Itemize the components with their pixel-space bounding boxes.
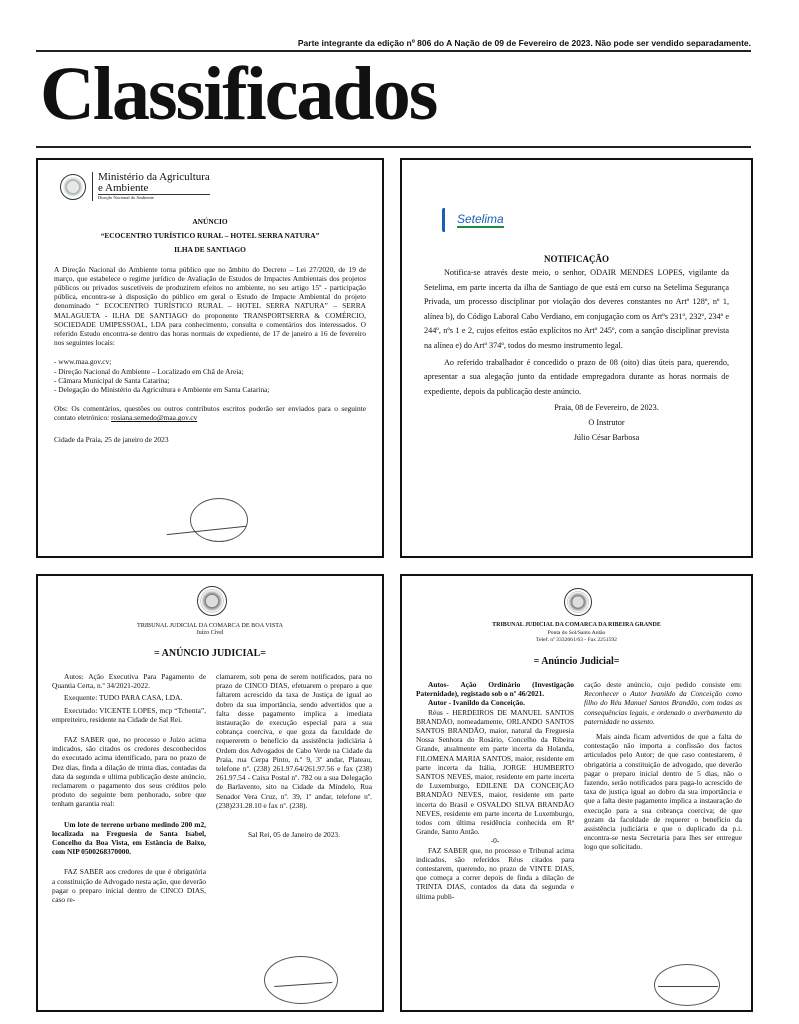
paragraph: Executado: VICENTE LOPES, mcp “Tchenta”, empreiteiro, residente na Cidade de Sal Rei. (52, 705, 206, 724)
ad4-seal-wrap (564, 588, 592, 621)
paragraph: Um lote de terreno urbano medindo 200 m2, localizada na Freguesia de Santa Isabel, Concelho da Boa Vista, em Estância de Baixo, com NIP 0500268370000. (52, 819, 206, 857)
ministry-name-line1: Ministério da Agricultura (98, 171, 210, 183)
ad4-court-sub1: Ponta do Sol/Santo Antão (547, 630, 606, 636)
ad1-body: A Direção Nacional do Ambiente torna público que no âmbito do Decreto – Lei 27/2020, de 19 de março, que estabelece o regime jurídico de Avaliação de Estudos de Impactes Ambientais dos projetos públicos ou privados suscetíveis de produzirem efeitos no ambiente, no seu artigo 15º - participação pública, encontra-se à disposição do público em geral o Estudo de Impacte Ambiental do projeto denominado “ ECOCENTRO TURÍSTICO RURAL – HOTEL SERRA NATURA” – SERRA MALAGUETA - ILHA DE SANTIAGO do proponente TRANSPORTSERRA & COMÉRCIO, SOCIEDADE UMIPESSOAL, LDA para conhecimento, consulta e comentários dos interessados. O referido Estudo encontra-se dentro das horas normais de expediente, de 17 de janeiro a 16 de fevereiro nos seguintes locais: (54, 264, 366, 348)
ad2-date: Praia, 08 de Fevereiro, de 2023. (554, 403, 659, 413)
ad4-request-text: Reconhecer o Autor Ivanildo da Conceição como filho do Réu Manuel Santos Brandão, com todas as consequências legais, e ordenado o averbamento da paternidade no assento. (584, 689, 742, 726)
list-item: - www.maa.gov.cv; (54, 357, 112, 367)
ad1-locations-list (54, 357, 366, 394)
ad1-title: ANÚNCIO (192, 217, 228, 226)
ad3-column-2 (216, 672, 372, 839)
paragraph: Autor - Ivanildo da Conceição. (428, 698, 525, 708)
ad2-signatory: Júlio César Barbosa (573, 432, 640, 442)
ad3-court-sub: Juízo Cível (196, 630, 224, 636)
ad1-obs-text: Obs: Os comentários, questões ou outros contributos escritos poderão ser enviados para o seguinte contato eletrónico: (54, 404, 366, 423)
list-item: - Delegação do Ministério da Agricultura e Ambiente em Santa Catarina; (54, 385, 270, 395)
ad1-obs (54, 404, 366, 422)
masthead-title: Classificados (40, 52, 437, 136)
paragraph: FAZ SABER que, no processo e Tribunal acima indicados, são referidos Réus citados para contestarem, querendo, no prazo de VINTE DIAS, que começa a correr depois de finda a dilação de TRINTA DIAS, contados da data da segunda e última publi- (416, 845, 574, 901)
ad-ministry-announcement (36, 158, 384, 558)
ad4-court: TRIBUNAL JUDICIAL DA COMARCA DA RIBEIRA GRANDE (492, 622, 661, 628)
ad1-email-link[interactable]: rosiana.semedo@maa.gov.cv (111, 413, 198, 423)
paragraph: Autos- Ação Ordinário (Investigação Paternidade), registado sob o nº 46/2021. (416, 680, 574, 699)
masthead-rule (36, 146, 751, 148)
paragraph: Mais ainda ficam advertidos de que a falta de contestação não importa a confissão dos factos articulados pelo Autor; de que caso contestarem, é obrigatória a constituição de advogado, que deverão pagar o preparo inicial dentro de 5 dias, não o fazendo, serão notificados para paga-lo acrescido de taxa de justiça igual ao dobro da sua importância e que a falta deste pagamento implica a instauração de execução para a sua cobrança coerciva; de que gozam da faculdade de requerer o benefício da assistência judiciária e que o duplicado da p.i. encontra-se nesta Secretaria para lhes ser entregue logo que solicitado. (584, 732, 742, 852)
coat-of-arms-icon (60, 174, 86, 200)
ad3-column-1 (52, 672, 206, 904)
ad4-request-intro: cação deste anúncio, cujo pedido consiste em: (584, 680, 742, 689)
coat-of-arms-icon (564, 588, 592, 616)
coat-of-arms-icon (197, 586, 227, 616)
ministry-header (60, 172, 366, 201)
paragraph: clamarem, sob pena de serem notificados, para no prazo de CINCO DIAS, efetuarem o preparo a que faltarem acrescido da taxa de Justiça de igual ao dobro da sua importância, sendo advertidos que a falta desse pagamento implica a imediata instauração de execução especial para a sua cobrança coerciva, e que goza da faculdade de requererem o benefício da assistência judiciária à Ordem dos Advogados de Cabo Verde na Cidade da Praia, rua Cerpa Pinto, n.º 9, 3º andar, Plateau, telefone nº. (238) 261.97.64/261.97.56 e fax (238) 261.97.54 - Caixa Postal nº. 782 ou a sua Delegação de Barlavento, sito na Cidade da Mindelo, Rua Senador Vera Cruz, nº. 39, 1º andar, telefone nº. (238)231.28.10 e fax nº. (238). (216, 672, 372, 810)
edition-note: Parte integrante da edição nº 806 do A Nação de 09 de Fevereiro de 2023. Não pode ser vendido separadamente. (297, 38, 751, 48)
ad4-court-sub2: Telef. nº 3332661/63 - Fax 2251592 (536, 637, 617, 643)
paragraph: Autos: Ação Executiva Para Pagamento de Quantia Certa, n.º 34/2021-2022. (52, 672, 206, 691)
ad-boavista-judicial (36, 574, 384, 1012)
ad-ribeira-grande-judicial (400, 574, 753, 1012)
setelima-logo (442, 208, 729, 232)
paragraph (584, 680, 742, 726)
ad2-paragraph-1: Notifica-se através deste meio, o senhor, ODAIR MENDES LOPES, vigilante da Setelima, em parte incerta da ilha de Santiago de que está em curso na Setelima Segurança Privada, um processo disciplinar por violação dos deveres constantes no Artº 128º, nº 1, alínea b), do Código Laboral Cabo Verdiano, em conjugação com os Artºs 231º, 232º, 234º e 244º, nºs 1 e 2, cujos efeitos estão explícitos no Artº 245º, com a sanção disciplinar prevista na alínea e) do Artº 374º, todos do mesmo instrumento legal. (424, 268, 729, 350)
setelima-logo-text: Setelima (457, 212, 504, 226)
ad4-signature (658, 980, 718, 987)
ministry-subtitle: Direção Nacional do Ambiente (98, 195, 154, 200)
ad2-paragraph-2: Ao referido trabalhador é concedido o prazo de 08 (oito) dias úteis para, querendo, apresentar a sua alegação junto da entidade empregadora durante as horas normais de expediente, depois da publicação deste anúncio. (424, 357, 729, 396)
ad3-date: Sal Rei, 05 de Janeiro de 2023. (248, 830, 340, 840)
paragraph: Réus - HERDEIROS DE MANUEL SANTOS BRANDÃO, nomeadamente, ORLANDO SANTOS SANTOS BRANDÃO, maior, natural da Freguesia Nossa Senhora do Rosário, Concelho da Ribeira Grande, atualmente em parte incerta da Holanda, FILOMENA MARIA SANTOS, maior, residente em parte incerta da Itália, JORGE HUMBERTO SANTOS NEVES, maior, residente em parte incerta de Luxemburgo, EDILENE DA CONCEIÇÃO BRANDÃO NEVES, maior, residente em parte incerta do Brasil e OSVALDO SILVA BRANDÃO NEVES, residente em parte incerta de Luxemburgo, todos com última residência conhecida em Rª Grande, Santo Antão. (416, 707, 574, 837)
ad2-role: O Instrutor (588, 417, 625, 427)
ad3-title: = ANÚNCIO JUDICIAL= (154, 648, 266, 659)
list-item: - Câmara Municipal de Santa Catarina; (54, 375, 170, 385)
ad4-title: = Anúncio Judicial= (533, 656, 620, 667)
ad4-column-2 (584, 680, 742, 852)
ad2-title: NOTIFICAÇÃO (543, 254, 609, 264)
paragraph: -0- (490, 836, 500, 846)
paragraph: Exequente: TUDO PARA CASA, LDA. (64, 693, 183, 703)
ad1-subtitle: “ECOCENTRO TURÍSTICO RURAL – HOTEL SERRA NATURA” (100, 231, 320, 241)
ad4-column-1 (416, 680, 574, 901)
ad-setelima-notification (400, 158, 753, 558)
paragraph: FAZ SABER que, no processo e Juízo acima indicados, são citados os credores desconhecidos do executado acima identificado, para no prazo de Dez dias, finda a dilação de trinta dias, contadas da data da segunda e ultima publicação deste anúncio, reclamarem o pagamento dos seus créditos pelo produto do seguinte bem penhorado, sobre que tenham garantia real: (52, 735, 206, 809)
ad3-seal-wrap (197, 586, 227, 621)
paragraph: FAZ SABER aos credores de que é obrigatória a constituição de Advogado nesta ação, que deverão pagar o preparo inicial dentro de CINCO DIAS, caso re- (52, 867, 206, 905)
ad1-date: Cidade da Praia, 25 de janeiro de 2023 (54, 434, 169, 444)
ad3-court: TRIBUNAL JUDICIAL DA COMARCA DE BOA VISTA (136, 622, 284, 629)
ministry-name-line2: e Ambiente (98, 183, 210, 195)
ad1-place: ILHA DE SANTIAGO (174, 245, 246, 255)
setelima-logo-icon (442, 208, 455, 232)
list-item: - Direção Nacional do Ambiente – Localizado em Chã de Areia; (54, 366, 244, 376)
